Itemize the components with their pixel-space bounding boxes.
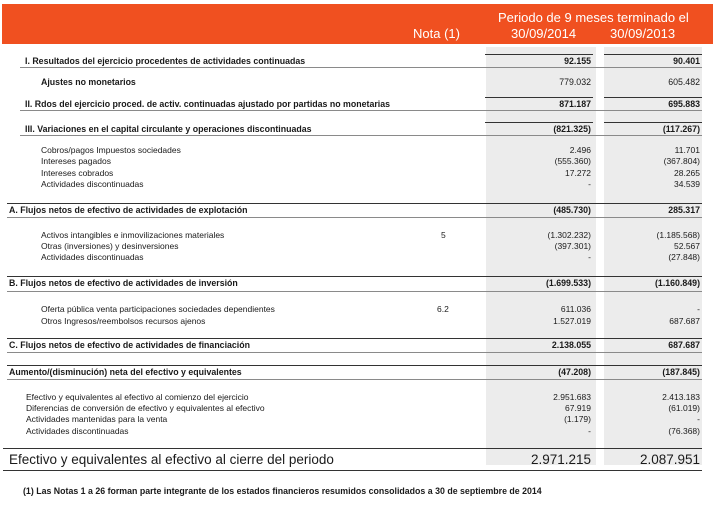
rule — [7, 276, 702, 277]
rule — [7, 203, 702, 204]
rule — [485, 122, 593, 123]
rule — [20, 110, 702, 111]
rule — [20, 135, 702, 136]
rule — [7, 352, 702, 353]
nota-column-header: Nota (1) — [413, 26, 460, 41]
rule — [7, 291, 702, 292]
rule — [485, 97, 593, 98]
col1-header: 30/09/2014 — [511, 26, 577, 41]
rule — [7, 365, 702, 366]
rule — [604, 54, 702, 55]
rule — [7, 217, 702, 218]
rule — [20, 67, 702, 68]
rule — [3, 448, 702, 449]
table-header — [2, 4, 713, 44]
rule — [7, 338, 702, 339]
rule — [604, 97, 702, 98]
period-title: Periodo de 9 meses terminado el — [498, 10, 689, 25]
rule — [485, 54, 593, 55]
cash-flow-statement: Nota (1) Periodo de 9 meses terminado el 30/09/2014 30/09/2013 I. Resultados del ejercicio procedentes de actividades continuadas 92.155 90.401 Ajustes no monetarios 779.032 605.482 II. Rdos del ejercicio proced. de activ. continuadas ajustado por partidas no monetarias 871.187 695.883 III. Variaciones en el capital circulante y operaciones discontinuadas (821.325) (117.267) Cobros/pagos Impuestos sociedades 2.496 11.701 Intereses pagados (555.360) (367.804) Intereses cobrados 17.272 28.265 Actividades discontinuadas - 34.539 A. Flujos netos de efectivo de actividades de explotación (485.730) 285.317 Activos intangibles e inmovilizaciones materiales 5 (1.302.232) (1.185.568) Otras (inversiones) y desinversiones (397.301) 52.567 Actividades discontinuadas - (27.848) B. Flujos netos de efectivo de actividades de inversión (1.699.533) (1.160.849) Oferta pública venta participaciones sociedades dependientes 6.2 611.036 - Otros Ingresos/reembolsos recursos ajenos 1.527.019 687.687 C. Flujos netos de efectivo de actividades de financiación 2.138.055 687.687 Aumento/(disminución) neta del efectivo y equivalentes (47.208) (187.845) Efectivo y equivalentes al efectivo al comienzo del ejercicio 2.951.683 2.413.183 Diferencias de conversión de efectivo y equivalentes al efectivo 67.919 (61.019) Actividades mantenidas para la venta (1.179) - Actividades discontinuadas - (76.368) Efectivo y equivalentes al efectivo al cierre del periodo 2.971.215 2.087.951 (1) Las Notas 1 a 26 forman parte integrante de los estados financieros resumidos consolidados a 30 de septiembre de 2014 — [0, 0, 716, 509]
col2-header: 30/09/2013 — [610, 26, 676, 41]
rule — [7, 379, 702, 380]
rule — [3, 470, 702, 471]
rule — [604, 122, 702, 123]
